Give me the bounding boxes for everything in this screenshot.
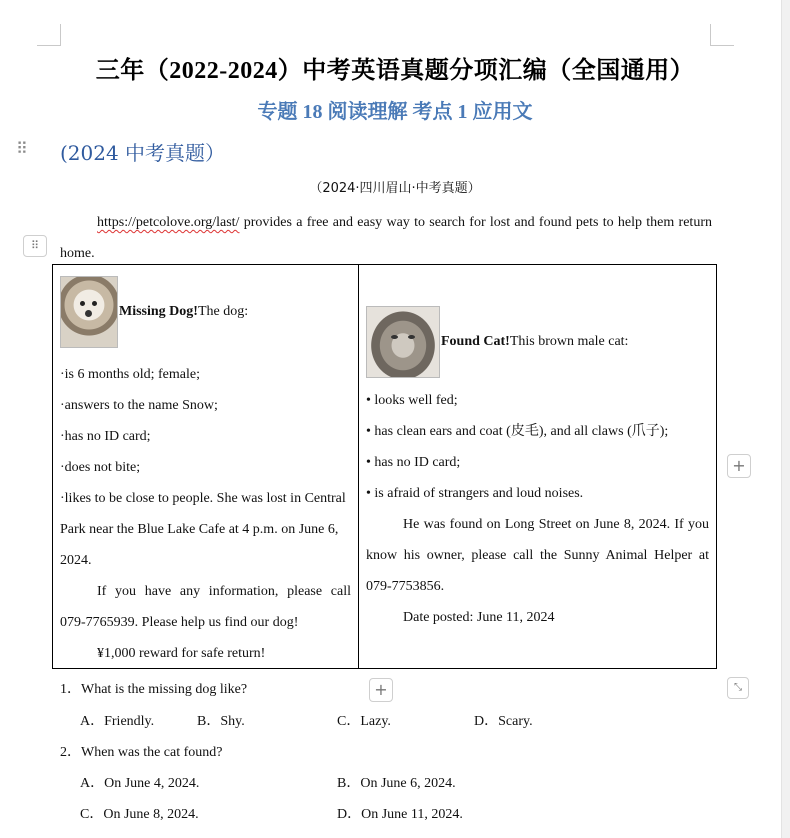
table-move-handle-icon[interactable]: ⠿ [23, 235, 47, 257]
dog-item: ·does not bite; [60, 460, 141, 475]
dog-heading-row [60, 265, 351, 359]
page-corner-mark-right [710, 24, 734, 46]
drag-handle-icon[interactable]: ⠿ [16, 139, 28, 158]
question-2-option-d: D．On June 11, 2024. [337, 807, 463, 822]
cat-item: • looks well fed; [366, 393, 458, 408]
dog-contact-line-1: If you have any information, please call [97, 584, 351, 599]
dog-photo [60, 276, 118, 348]
dog-item-last-2: Park near the Blue Lake Cafe at 4 p.m. on June 6, [60, 522, 339, 537]
dog-ad-heading: Missing Dog! [119, 304, 198, 319]
cat-ad-heading-rest: This brown male cat: [509, 334, 629, 349]
question-1-stem: 1．What is the missing dog like? [60, 682, 248, 697]
missing-dog-cell [53, 265, 359, 668]
document-title: 三年（2022-2024）中考英语真题分项汇编（全国通用） [95, 58, 695, 84]
intro-line-1 [60, 207, 712, 238]
question-1-option-a: A．Friendly. [80, 714, 155, 729]
dog-ad-heading-rest: The dog: [197, 304, 249, 319]
question-source: （2024·四川眉山·中考真题） [309, 181, 481, 196]
intro-paragraph [60, 207, 712, 269]
cat-heading-row [366, 307, 709, 377]
question-1-option-d: D．Scary. [474, 714, 533, 729]
question-2-stem: 2．When was the cat found? [60, 745, 223, 760]
dog-item: ·answers to the name Snow; [60, 398, 218, 413]
ads-table [52, 264, 717, 669]
add-row-button[interactable]: + [369, 678, 393, 702]
dog-item: ·is 6 months old; female; [60, 367, 200, 382]
petcolove-link[interactable]: https://petcolove.org/last/ [97, 215, 240, 230]
question-2-option-c: C．On June 8, 2024. [80, 807, 199, 822]
dog-item-last-3: 2024. [60, 553, 92, 568]
question-1-option-c: C．Lazy. [337, 714, 391, 729]
dog-contact-line-2: 079-7765939. Please help us find our dog! [60, 615, 299, 630]
dog-item-last-1: ·likes to be close to people. She was lost in Central [60, 491, 346, 506]
table-resize-icon[interactable]: ⤡ [727, 677, 749, 699]
question-2-option-a: A．On June 4, 2024. [80, 776, 200, 791]
cat-date-posted: Date posted: June 11, 2024 [403, 610, 555, 625]
page-corner-mark-left [37, 24, 61, 46]
found-cat-cell [359, 265, 716, 668]
cat-found-line-1: He was found on Long Street on June 8, 2024. If you [403, 517, 709, 532]
intro-line-2: home. [60, 246, 95, 261]
vertical-scrollbar[interactable] [781, 0, 790, 838]
cat-ad-heading: Found Cat! [441, 334, 510, 349]
cat-item: • is afraid of strangers and loud noises. [366, 486, 584, 501]
intro-text: provides a free and easy way to search for lost and found pets to help them return [239, 215, 712, 230]
dog-item: ·has no ID card; [60, 429, 151, 444]
cat-photo [366, 306, 440, 378]
cat-item: • has clean ears and coat (皮毛), and all claws (爪子); [366, 424, 669, 439]
cat-found-line-2: know his owner, please call the Sunny Animal Helper at [366, 548, 709, 563]
add-column-button[interactable]: + [727, 454, 751, 478]
question-1-option-b: B．Shy. [197, 714, 245, 729]
document-subtitle: 专题 18 阅读理解 考点 1 应用文 [257, 101, 533, 123]
question-2-option-b: B．On June 6, 2024. [337, 776, 456, 791]
cat-found-line-3: 079-7753856. [366, 579, 445, 594]
cat-item: • has no ID card; [366, 455, 461, 470]
dog-reward: ¥1,000 reward for safe return! [97, 646, 266, 661]
section-heading: (2024 中考真题） [60, 141, 226, 165]
